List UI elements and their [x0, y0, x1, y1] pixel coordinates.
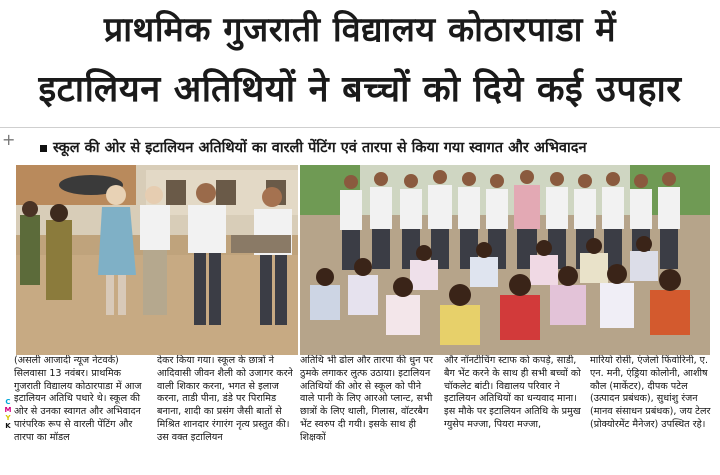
- subheadline: [40, 137, 710, 157]
- print-registration-marks: [3, 398, 13, 430]
- article-column-5: मारियो रोसी, एंजेलो फिंवोरिनी, ए. एन. मनी, एंड्रिया कोलोनी, आशीष कौल (मार्केटर), दीपक पटेल (उत्पादन प्रबंधक), सुधांशु रंजन (मानव संसाधन प्रबंधक), जय टेलर (प्रोक्योरमेंट मैनेजर) उपस्थित रहे।: [590, 355, 711, 430]
- headline-divider: [0, 127, 720, 128]
- cmyk-c: C: [5, 398, 11, 406]
- cmyk-k: K: [5, 422, 11, 430]
- crosshair-icon: +: [2, 130, 16, 149]
- article-column-1: (असली आजादी न्यूज नेटवर्क) सिलवासा 13 नवंबर। प्राथमिक गुजराती विद्यालय कोठारपाडा में आज इटालियन अतिथि पधारे थे। स्कूल की ओर से उनका स्वागत और अभिवादन पारंपरिक रूप से वारली पेंटिंग और तारपा का मॉडल: [14, 355, 142, 443]
- subheadline-text: स्कूल की ओर से इटालियन अतिथियों का वारली पेंटिंग एवं तारपा से किया गया स्वागत और अभिवादन: [53, 140, 587, 156]
- headline-line-1: प्राथमिक गुजराती विद्यालय कोठारपाडा में: [103, 10, 617, 50]
- photo-group-with-children: [300, 165, 710, 355]
- cmyk-y: Y: [5, 414, 11, 422]
- photo-guests-walking: [16, 165, 298, 355]
- article-column-3: अतिथि भी ढोल और तारपा की धुन पर ठुमके लगाकर लुत्फ उठाया। इटालियन अतिथियों की ओर से स्कूल को पीने वाले पानी के लिए आरओ प्लान्ट, सभी छात्रों के लिए थाली, गिलास, वॉटरबैग भेंट स्वरुप दी गयी। इसके साथ ही शिक्षकों: [300, 355, 433, 443]
- cmyk-m: M: [4, 406, 12, 414]
- bullet-square-icon: [40, 145, 47, 152]
- headline-line-2: इटालियन अतिथियों ने बच्चों को दिये कई उपहार: [38, 69, 682, 110]
- article-column-2: देकर किया गया। स्कूल के छात्रों ने आदिवासी जीवन शैली को उजागर करने वाली शिकार करना, भगत से इलाज करना, ताडी पीना, डंडे पर पिरामिड बनाना, शादी का प्रसंग जैसी बातों से मिश्रित शानदार रंगारंग नृत्य प्रस्तुत की। उस वक्त इटालियन: [157, 355, 293, 443]
- article-column-4: और नॉनटीचिंग स्टाफ को कपड़े, साडी, बैग भेंट करने के साथ ही सभी बच्चों को चॉकलेट बांटी। विद्यालय परिवार ने इटालियन अतिथियों का धन्यवाद माना। इस मौके पर इटालियन अतिथि के प्रमुख ग्युसेप मज्जा, पियरा मज्जा,: [444, 355, 581, 430]
